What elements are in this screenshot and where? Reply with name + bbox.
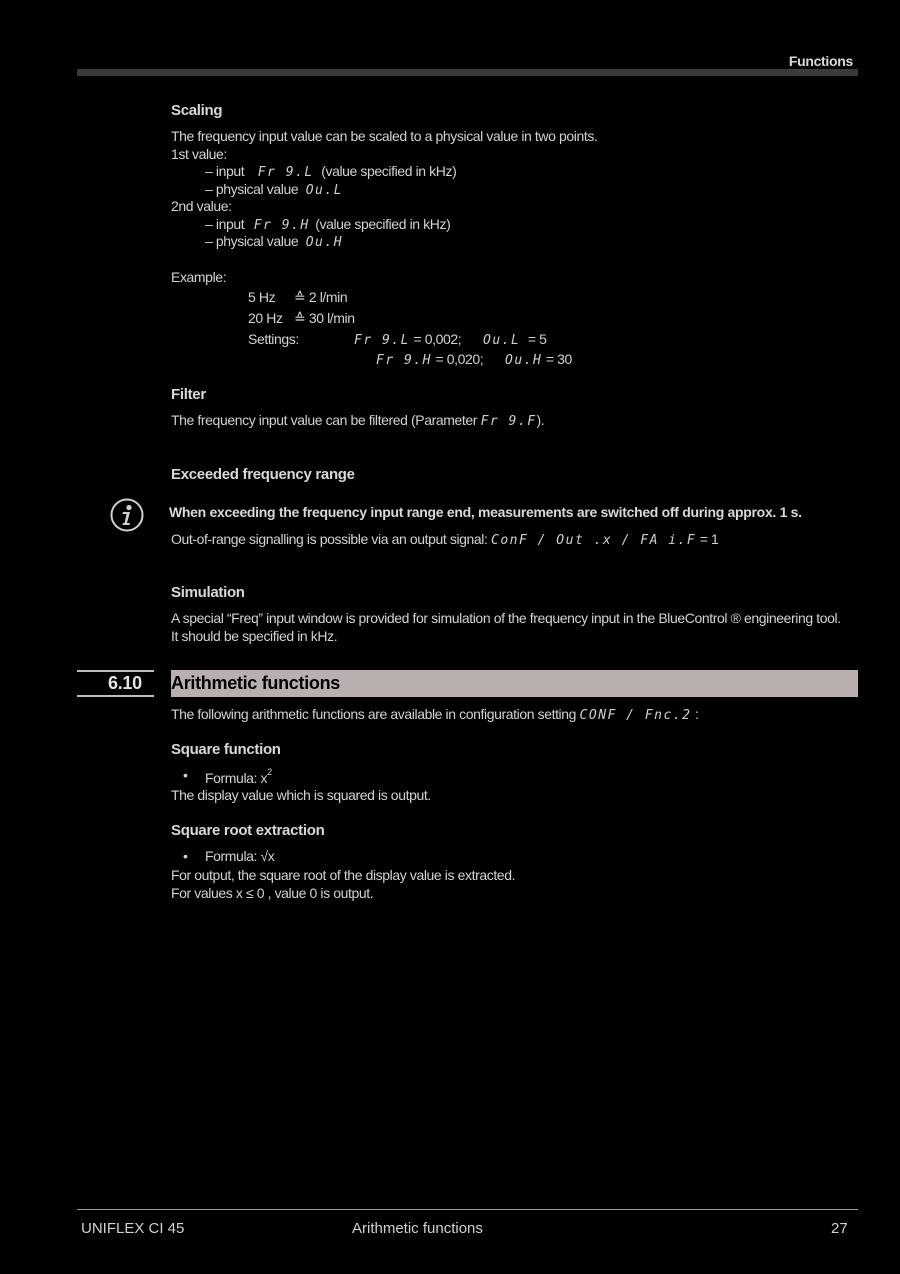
first-input-suffix: (value specified in kHz) bbox=[321, 163, 457, 179]
first-input-prefix: – input bbox=[205, 163, 245, 179]
first-phys-code: Ou.L bbox=[305, 183, 344, 198]
footer-page-number: 27 bbox=[831, 1220, 848, 1237]
square-heading: Square function bbox=[171, 741, 281, 758]
root-bullet: • bbox=[183, 848, 188, 864]
header-rule bbox=[77, 69, 858, 76]
info-icon bbox=[110, 498, 144, 532]
root-heading: Square root extraction bbox=[171, 822, 325, 839]
scaling-heading: Scaling bbox=[171, 102, 223, 119]
example1-freq: 5 Hz bbox=[248, 289, 276, 305]
first-input-line bbox=[205, 163, 456, 180]
settings2-value-a: = 0,020; bbox=[435, 351, 484, 367]
arithmetic-intro-suffix: : bbox=[694, 706, 699, 722]
square-text: The display value which is squared is output. bbox=[171, 787, 431, 803]
arithmetic-intro bbox=[171, 706, 698, 723]
first-input-code: Fr 9.L bbox=[257, 165, 314, 180]
settings1-value-b: = 5 bbox=[527, 331, 547, 347]
example-label: Example: bbox=[171, 269, 227, 285]
first-value-label: 1st value: bbox=[171, 146, 227, 162]
exceeded-signal-prefix: Out-of-range signalling is possible via an output signal: bbox=[171, 531, 488, 547]
settings-label: Settings: bbox=[248, 331, 299, 347]
footer-rule bbox=[77, 1209, 858, 1210]
square-bullet: • bbox=[183, 767, 188, 783]
second-input-suffix: (value specified in kHz) bbox=[315, 216, 451, 232]
filter-text-suffix: ). bbox=[536, 412, 545, 428]
exceeded-signal-code: ConF / Out .x / FA i.F bbox=[491, 533, 697, 548]
settings-line-2b bbox=[505, 351, 572, 368]
settings1-value-a: = 0,002; bbox=[413, 331, 462, 347]
second-phys-code: Ou.H bbox=[305, 235, 344, 250]
square-formula-exponent: 2 bbox=[267, 767, 272, 777]
settings2-code-b: Ou.H bbox=[505, 353, 543, 368]
footer-chapter: Arithmetic functions bbox=[352, 1220, 483, 1237]
root-formula: Formula: √x bbox=[205, 848, 275, 864]
footer-product: UNIFLEX CI 45 bbox=[81, 1220, 185, 1237]
second-input-line bbox=[205, 216, 450, 233]
second-value-label: 2nd value: bbox=[171, 198, 232, 214]
section-title: Arithmetic functions bbox=[171, 673, 341, 693]
settings-line-1b bbox=[483, 331, 546, 348]
settings-line-2 bbox=[376, 351, 483, 368]
second-phys-prefix: – physical value bbox=[205, 233, 299, 249]
scaling-intro: The frequency input value can be scaled to a physical value in two points. bbox=[171, 128, 598, 144]
settings1-code-a: Fr 9.L bbox=[354, 333, 410, 348]
root-text-2: For values x ≤ 0 , value 0 is output. bbox=[171, 885, 374, 901]
second-input-prefix: – input bbox=[205, 216, 245, 232]
settings2-value-b: = 30 bbox=[545, 351, 572, 367]
example2-freq: 20 Hz bbox=[248, 310, 283, 326]
exceeded-heading: Exceeded frequency range bbox=[171, 466, 355, 483]
first-phys-prefix: – physical value bbox=[205, 181, 299, 197]
square-formula bbox=[205, 767, 272, 786]
filter-code: Fr 9.F bbox=[480, 414, 537, 429]
filter-text-prefix: The frequency input value can be filtered (Parameter bbox=[171, 412, 478, 428]
second-input-code: Fr 9.H bbox=[253, 218, 310, 233]
second-phys-line bbox=[205, 233, 343, 250]
exceeded-note: When exceeding the frequency input range end, measurements are switched off during approx. 1 s. bbox=[169, 504, 802, 520]
settings2-code-a: Fr 9.H bbox=[376, 353, 432, 368]
settings1-code-b: Ou.L bbox=[483, 333, 521, 348]
first-phys-line bbox=[205, 181, 343, 198]
section-number: 6.10 bbox=[108, 673, 142, 693]
simulation-line-2: It should be specified in kHz. bbox=[171, 628, 338, 644]
root-text-1: For output, the square root of the display value is extracted. bbox=[171, 867, 516, 883]
exceeded-signal-suffix: = 1 bbox=[699, 531, 719, 547]
exceeded-signal-line bbox=[171, 531, 718, 548]
arithmetic-intro-code: CONF / Fnc.2 bbox=[579, 708, 692, 723]
square-formula-text: Formula: x bbox=[205, 770, 268, 786]
simulation-line-1: A special “Freq” input window is provided for simulation of the frequency input in the BlueControl ® engineering tool. bbox=[171, 610, 841, 626]
simulation-heading: Simulation bbox=[171, 584, 245, 601]
arithmetic-intro-prefix: The following arithmetic functions are available in configuration setting bbox=[171, 706, 577, 722]
filter-heading: Filter bbox=[171, 386, 206, 403]
example2-value: ≙ 30 l/min bbox=[294, 310, 355, 326]
example1-value: ≙ 2 l/min bbox=[294, 289, 348, 305]
filter-text bbox=[171, 412, 544, 429]
running-header: Functions bbox=[788, 53, 853, 69]
settings-line-1 bbox=[354, 331, 461, 348]
